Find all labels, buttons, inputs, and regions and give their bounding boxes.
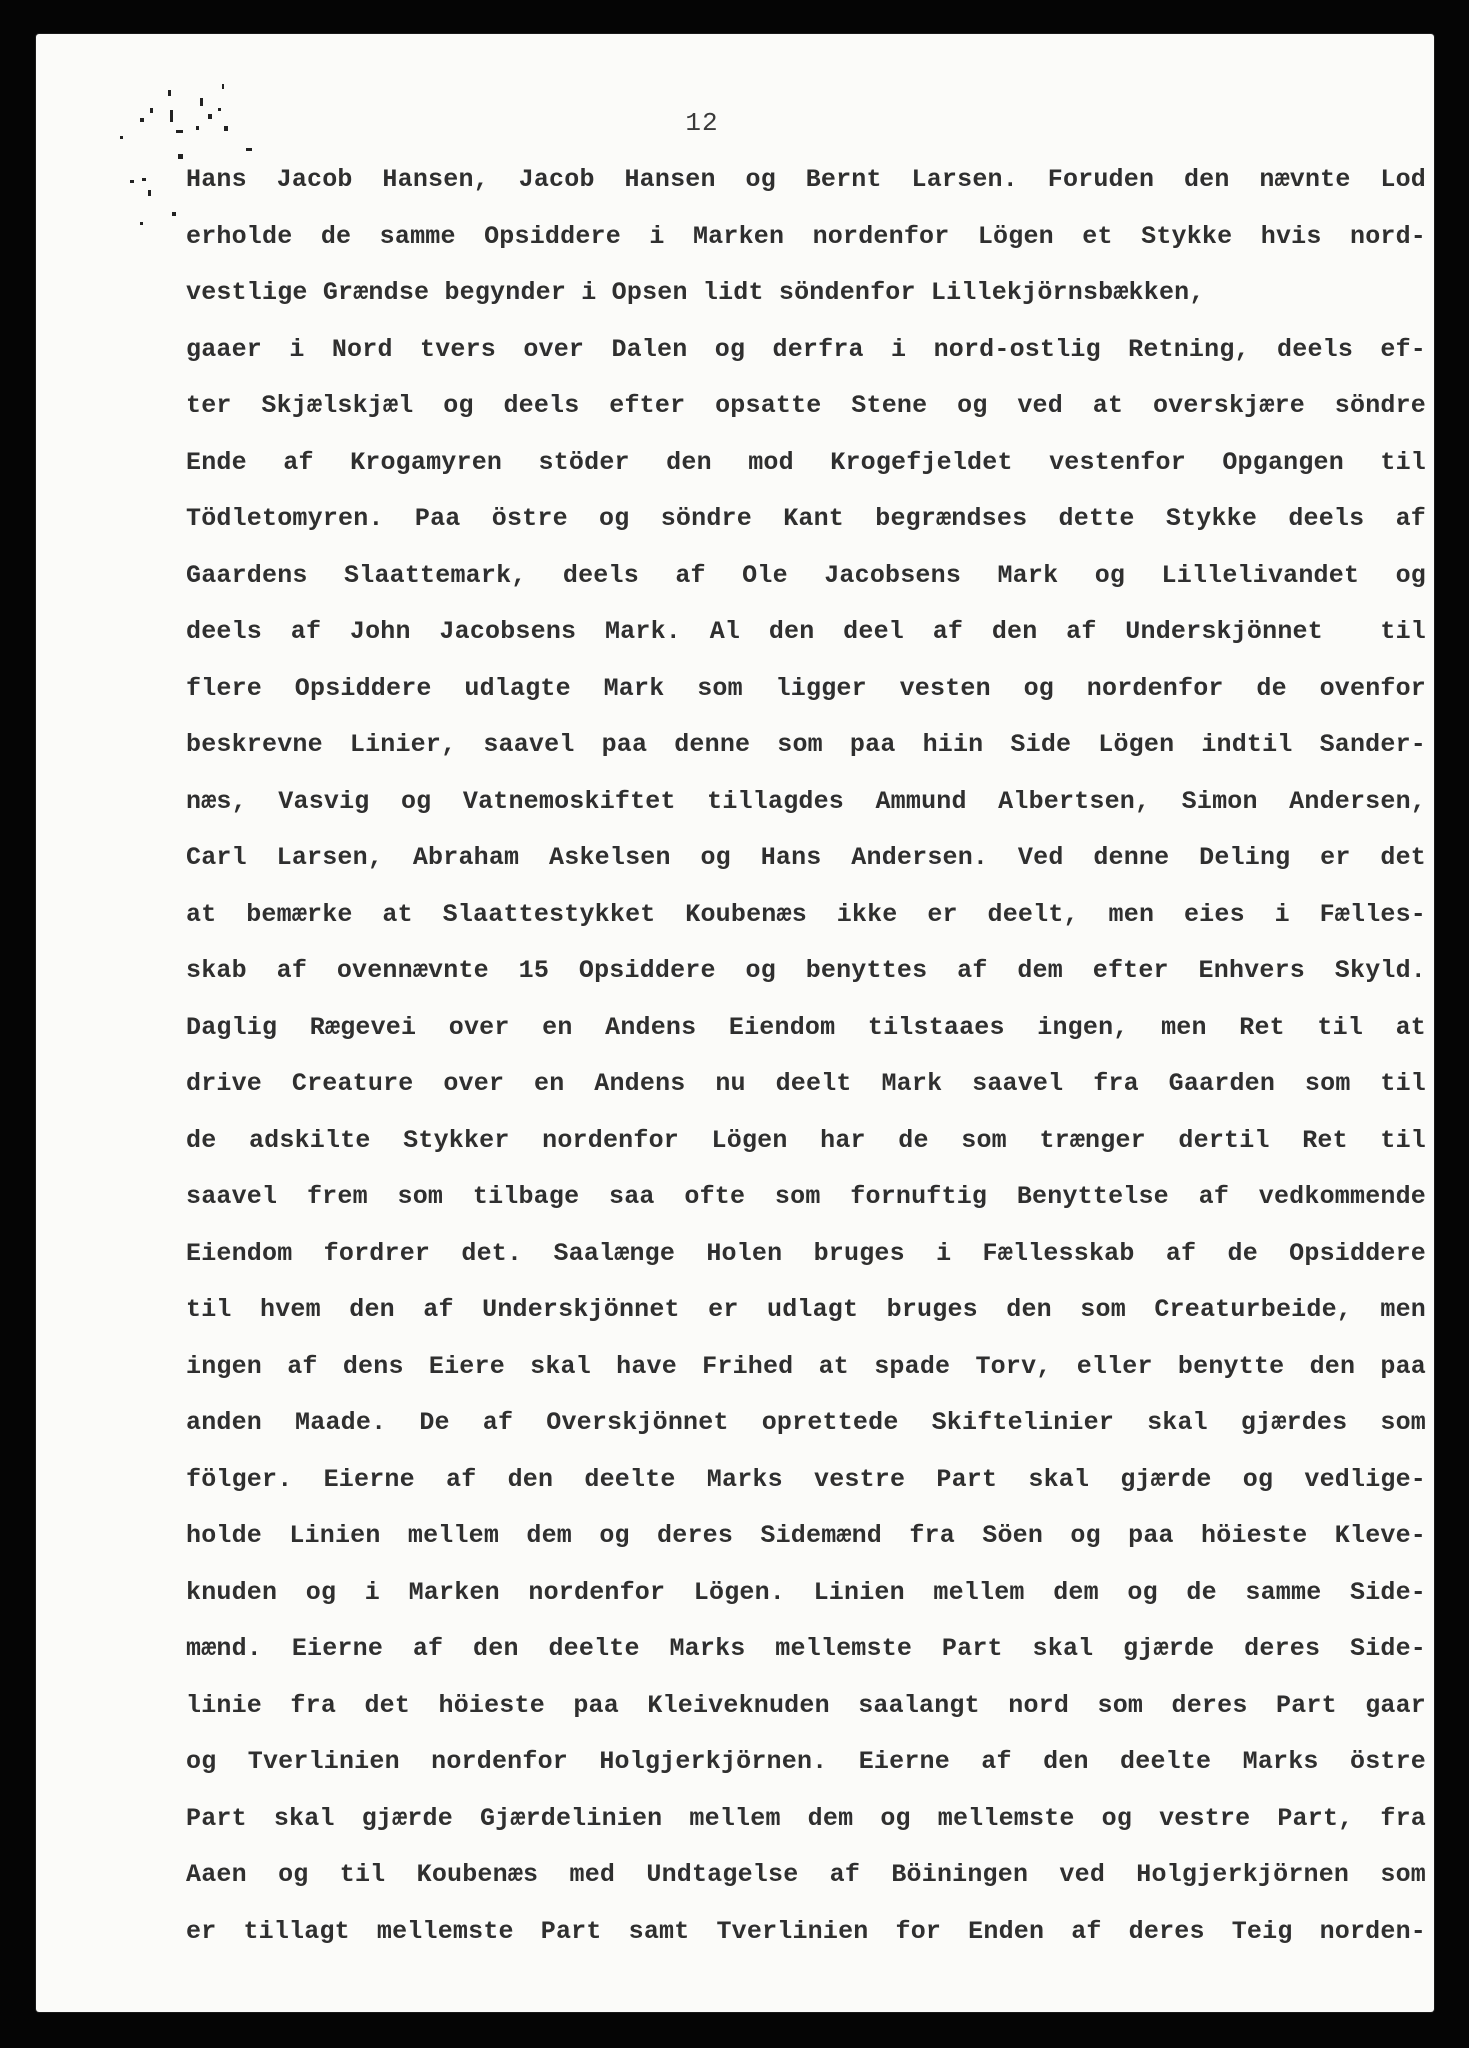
text-line: Ende af Krogamyren stöder den mod Krogefjeldet vestenfor Opgangen til	[186, 447, 1426, 477]
page-number: 12	[685, 108, 719, 138]
text-line: saavel frem som tilbage saa ofte som fornuftig Benyttelse af vedkommende	[186, 1182, 1426, 1211]
text-line: Daglig Rægevei over en Andens Eiendom tilstaaes ingen, men Ret til at	[186, 1012, 1426, 1042]
text-line: Hans Jacob Hansen, Jacob Hansen og Bernt Larsen. Foruden den nævnte Lod	[186, 165, 1426, 194]
text-line: de adskilte Stykker nordenfor Lögen har de som trænger dertil Ret til	[186, 1125, 1426, 1155]
text-line: gaaer i Nord tvers over Dalen og derfra i nord-ostlig Retning, deels ef-	[186, 334, 1426, 364]
text-line: næs, Vasvig og Vatnemoskiftet tillagdes Ammund Albertsen, Simon Andersen,	[186, 786, 1426, 816]
text-line: fölger. Eierne af den deelte Marks vestre Part skal gjærde og vedlige-	[186, 1464, 1426, 1494]
text-line: holde Linien mellem dem og deres Sidemænd fra Söen og paa höieste Kleve-	[186, 1521, 1426, 1550]
document-body	[186, 158, 1426, 1966]
text-line: mænd. Eierne af den deelte Marks mellemste Part skal gjærde deres Side-	[186, 1634, 1426, 1663]
text-line: Part skal gjærde Gjærdelinien mellem dem og mellemste og vestre Part, fra	[186, 1803, 1426, 1833]
text-line: anden Maade. De af Overskjönnet oprettede Skiftelinier skal gjærdes som	[186, 1408, 1426, 1437]
text-line: flere Opsiddere udlagte Mark som ligger vesten og nordenfor de ovenfor	[186, 673, 1426, 703]
text-line: Carl Larsen, Abraham Askelsen og Hans Andersen. Ved denne Deling er det	[186, 843, 1426, 872]
text-line: drive Creature over en Andens nu deelt Mark saavel fra Gaarden som til	[186, 1069, 1426, 1098]
text-line: er tillagt mellemste Part samt Tverlinien for Enden af deres Teig norden-	[186, 1916, 1426, 1946]
text-line: Gaardens Slaattemark, deels af Ole Jacobsens Mark og Lillelivandet og	[186, 560, 1426, 590]
text-line: beskrevne Linier, saavel paa denne som paa hiin Side Lögen indtil Sander-	[186, 730, 1426, 759]
text-line: skab af ovennævnte 15 Opsiddere og benyttes af dem efter Enhvers Skyld.	[186, 956, 1426, 985]
text-line: Eiendom fordrer det. Saalænge Holen bruges i Fællesskab af de Opsiddere	[186, 1238, 1426, 1268]
text-line: og Tverlinien nordenfor Holgjerkjörnen. Eierne af den deelte Marks östre	[186, 1747, 1426, 1776]
text-line: deels af John Jacobsens Mark. Al den deel af den af Underskjönnet til	[186, 617, 1426, 646]
text-line: til hvem den af Underskjönnet er udlagt bruges den som Creaturbeide, men	[186, 1295, 1426, 1324]
text-line: vestlige Grændse begynder i Opsen lidt söndenfor Lillekjörnsbækken,	[186, 278, 1205, 307]
text-line: Aaen og til Koubenæs med Undtagelse af Böiningen ved Holgjerkjörnen som	[186, 1860, 1426, 1889]
text-line: at bemærke at Slaattestykket Koubenæs ikke er deelt, men eies i Fælles-	[186, 899, 1426, 929]
text-line: erholde de samme Opsiddere i Marken nordenfor Lögen et Stykke hvis nord-	[186, 221, 1426, 251]
text-line: linie fra det höieste paa Kleiveknuden saalangt nord som deres Part gaar	[186, 1690, 1426, 1720]
text-line: knuden og i Marken nordenfor Lögen. Linien mellem dem og de samme Side-	[186, 1577, 1426, 1607]
text-line: ter Skjælskjæl og deels efter opsatte Stene og ved at overskjære söndre	[186, 391, 1426, 420]
text-line: ingen af dens Eiere skal have Frihed at spade Torv, eller benytte den paa	[186, 1351, 1426, 1381]
text-line: Tödletomyren. Paa östre og söndre Kant begrændses dette Stykke deels af	[186, 504, 1426, 533]
